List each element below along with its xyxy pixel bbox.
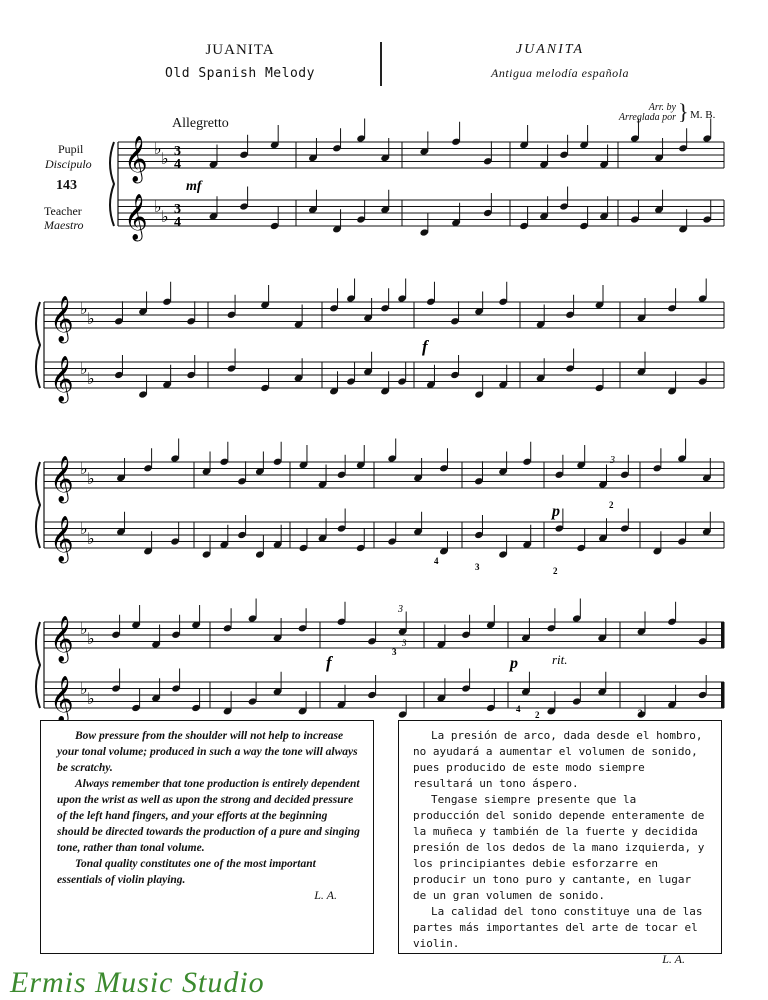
treble-clef-icon: 𝄞 — [124, 194, 148, 239]
triplet-1: 3 — [610, 455, 615, 466]
key-flat-icon: ♭ — [87, 530, 95, 548]
treble-clef-icon: 𝄞 — [50, 356, 74, 401]
key-flat-icon: ♭ — [80, 301, 88, 318]
key-flat-icon: ♭ — [87, 370, 95, 388]
key-flat-icon: ♭ — [154, 199, 162, 216]
ritardando: rit. — [552, 652, 568, 667]
key-flat-icon: ♭ — [80, 621, 88, 638]
teacher-label-spanish: Maestro — [44, 218, 84, 232]
treble-clef-icon: 𝄞 — [50, 616, 74, 661]
piece-number: 143 — [56, 178, 77, 193]
system-brace — [36, 302, 40, 388]
studio-watermark: Ermis Music Studio — [10, 966, 265, 999]
dynamic-mf: mf — [186, 179, 202, 194]
subtitle-english: Old Spanish Melody — [165, 66, 315, 81]
time-signature-top: 3 — [174, 202, 181, 217]
key-flat-icon: ♭ — [87, 310, 95, 328]
dynamic-f-1: f — [422, 337, 428, 356]
pupil-label-spanish: Discipulo — [45, 157, 92, 171]
arranger-name: M. B. — [690, 109, 716, 121]
english-signature: L. A. — [314, 888, 337, 902]
fingering-2d: 2 — [638, 708, 643, 718]
dynamic-p-1: p — [552, 503, 560, 520]
dynamic-p-2: p — [510, 655, 518, 672]
treble-clef-icon: 𝄞 — [50, 296, 74, 341]
key-flat-icon: ♭ — [154, 141, 162, 158]
treble-clef-icon: 𝄞 — [50, 676, 74, 720]
triplet-3: 3 — [402, 638, 407, 648]
system-brace — [110, 142, 114, 226]
fingering-2a: 2 — [553, 566, 558, 576]
system-brace — [36, 622, 40, 708]
fingering-4a: 4 — [434, 556, 439, 566]
fingering-2b: 2 — [609, 500, 614, 510]
key-flat-icon: ♭ — [80, 681, 88, 698]
fingering-4b: 4 — [516, 704, 521, 714]
spanish-notes-box — [398, 720, 722, 966]
staff-lines — [36, 136, 724, 720]
time-signature-bottom: 4 — [174, 157, 181, 172]
subtitle-spanish: Antigua melodía española — [491, 66, 629, 80]
dynamic-f-2: f — [326, 653, 332, 672]
triplet-2: 3 — [398, 604, 403, 615]
final-bar-line — [721, 682, 724, 708]
english-note-2: Always remember that tone production is entirely dependent upon the wrist as well as upon the strong and decided pressure of the left hand fingers, and your efforts at the beginning should be directed towards the production of a pure and singing tone, rather than tonal volume. — [57, 778, 360, 854]
pupil-label: Pupil — [58, 142, 84, 156]
treble-clef-icon: 𝄞 — [50, 516, 74, 561]
fingering-2c: 2 — [535, 710, 540, 720]
treble-clef-icon: 𝄞 — [124, 136, 148, 181]
key-flat-icon: ♭ — [80, 361, 88, 378]
spanish-note-3: La calidad del tono constituye una de las partes más importantes del arte de tocar el violin. — [413, 905, 703, 950]
english-note-3: Tonal quality constitutes one of the most important essentials of violin playing. — [57, 858, 316, 886]
teacher-label: Teacher — [44, 204, 82, 218]
title-english: JUANITA — [205, 42, 275, 58]
key-flat-icon: ♭ — [87, 470, 95, 488]
time-signature-bottom: 4 — [174, 215, 181, 230]
arranger-label-es: Arreglada por — [618, 112, 676, 123]
title-spanish: JUANITA — [515, 42, 585, 57]
tempo-marking: Allegretto — [172, 116, 229, 131]
arranger-brace: } — [678, 99, 689, 124]
spanish-note-1: La presión de arco, dada desde el hombro, no ayudará a aumentar el volumen de sonido, pues producido de este modo siempre resultará un tono áspero. — [413, 729, 703, 790]
spanish-signature: L. A. — [662, 952, 685, 966]
fingering-3b: 3 — [392, 647, 397, 657]
key-flat-icon: ♭ — [80, 461, 88, 478]
fingering-3a: 3 — [475, 562, 480, 572]
key-flat-icon: ♭ — [161, 150, 169, 168]
key-flat-icon: ♭ — [80, 521, 88, 538]
spanish-note-2: Tengase siempre presente que la producción del sonido depende enteramente de la muñeca y también de la fuerte y decidida presión de los dedos de la mano izquierda, y los principiantes debie esforzarre en producir un tono puro y cantante, en lugar de un gran volumen de sonido. — [413, 793, 705, 902]
final-bar-line — [721, 622, 724, 648]
key-flat-icon: ♭ — [161, 208, 169, 226]
key-flat-icon: ♭ — [87, 630, 95, 648]
time-signature-top: 3 — [174, 144, 181, 159]
key-flat-icon: ♭ — [87, 690, 95, 708]
arranger-label-en: Arr. by — [648, 102, 676, 113]
treble-clef-icon: 𝄞 — [50, 456, 74, 501]
english-note-1: Bow pressure from the shoulder will not help to increase your tonal volume; produced in such a way the tone will always be scratchy. — [57, 730, 358, 774]
system-brace — [36, 462, 40, 548]
english-notes-box — [40, 720, 374, 954]
